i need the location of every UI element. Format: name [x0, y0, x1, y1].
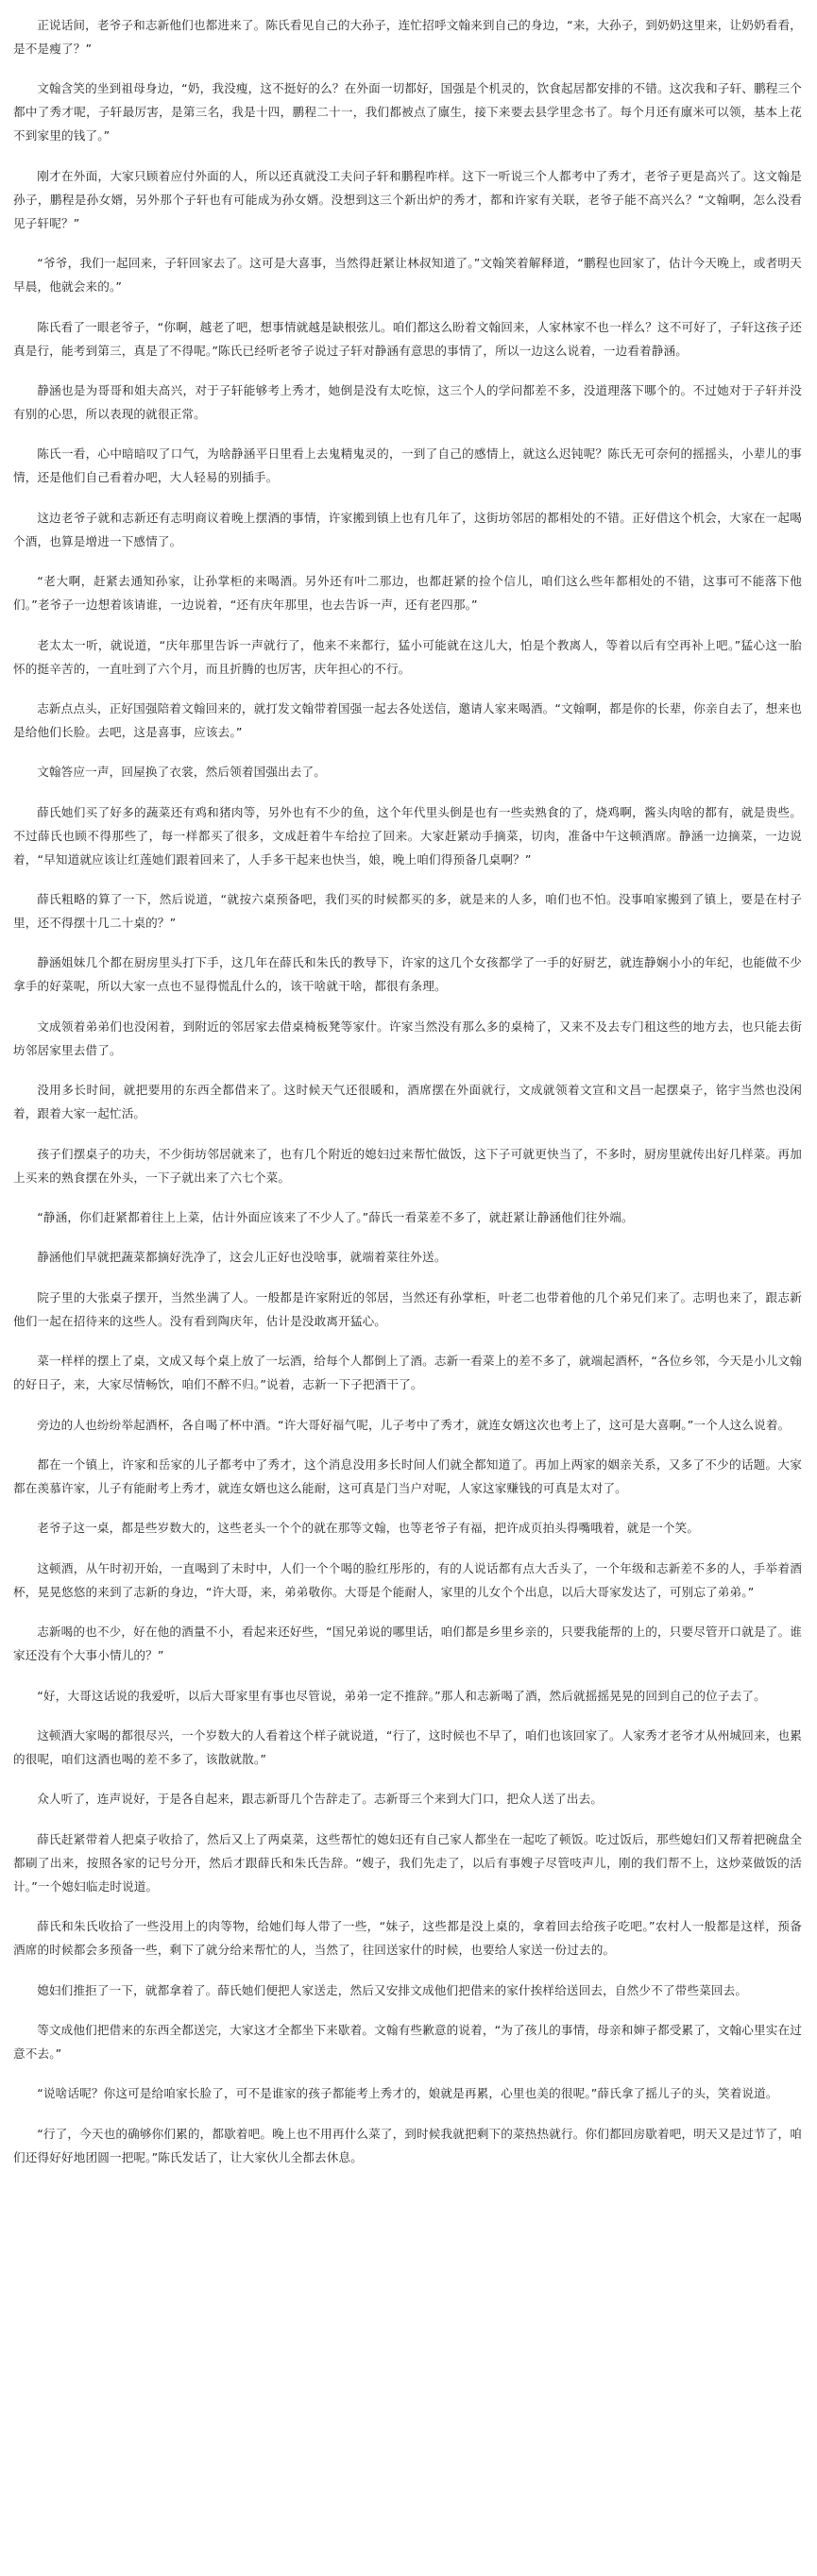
paragraph-36: “行了，今天也的确够你们累的，都歇着吧。晚上也不用再什么菜了，到时候我就把剩下的菜热热就行。你们都回房歇着吧，明天又是过节了，咱们还得好好地团圆一把呢。”陈氏发话了，让大家伙儿全都去休息。	[13, 2126, 802, 2164]
paragraph-18: 孩子们摆桌子的功夫，不少街坊邻居就来了，也有几个附近的媳妇过来帮忙做饭，这下子可就更快当了，不多时，厨房里就传出好几样菜。再加上买来的熟食摆在外头，一下子就出来了六七个菜。	[13, 1146, 802, 1185]
paragraph-5: 陈氏看了一眼老爷子，“你啊，越老了吧，想事情就越是缺根弦儿。咱们都这么盼着文翰回来，人家林家不也一样么？这不可好了，子轩这孩子还真是行，能考到第三，真是了不得呢。”陈氏已经听老爷子说过子轩对静涵有意思的事情了，所以一边这么说着，一边看着静涵。	[13, 319, 802, 358]
paragraph-29: 这顿酒大家喝的都很尽兴，一个岁数大的人看着这个样子就说道，“行了，这时候也不早了，咱们也该回家了。人家秀才老爷才从州城回来，也累的很呢，咱们这酒也喝的差不多了，该散就散。”	[13, 1727, 802, 1766]
paragraph-28: “好，大哥这话说的我爱听，以后大哥家里有事也尽管说，弟弟一定不推辞。”那人和志新喝了酒，然后就摇摇晃晃的回到自己的位子去了。	[37, 1688, 766, 1703]
paragraph-3: 刚才在外面，大家只顾着应付外面的人，所以还真就没工夫问子轩和鹏程咋样。这下一听说三个人都考中了秀才，老爷子更是高兴了。这文翰是孙子，鹏程是孙女婿，另外那个子轩也有可能成为孙女婿。没想到这三个新出炉的秀才，都和许家有关联，老爷子能不高兴么？“文翰啊，怎么没看见子轩呢？”	[13, 168, 802, 230]
paragraph-12: 文翰答应一声，回屋换了衣裳，然后领着国强出去了。	[37, 765, 327, 780]
paragraph-30: 众人听了，连声说好，于是各自起来，跟志新哥几个告辞走了。志新哥三个来到大门口，把众人送了出去。	[37, 1792, 604, 1807]
paragraph-14: 薛氏粗略的算了一下，然后说道，“就按六桌预备吧，我们买的时候都买的多，就是来的人多，咱们也不怕。没事咱家搬到了镇上，要是在村子里，还不得摆十几二十桌的？”	[13, 892, 802, 931]
paragraph-19: “静涵，你们赶紧都着往上上菜，估计外面应该来了不少人了。”薛氏一看菜差不多了，就赶紧让静涵他们往外端。	[37, 1210, 634, 1225]
paragraph-27: 志新喝的也不少，好在他的酒量不小，看起来还好些，“国兄弟说的哪里话，咱们都是乡里乡亲的，只要我能帮的上的，只要尽管开口就是了。谁家还没有个大事小情儿的？”	[13, 1625, 802, 1663]
paragraph-6: 静涵也是为哥哥和姐夫高兴，对于子轩能够考上秀才，她倒是没有太吃惊，这三个人的学问都差不多，没道理落下哪个的。不过她对于子轩并没有别的心思，所以表现的就很正常。	[13, 382, 802, 421]
paragraph-13: 薛氏她们买了好多的蔬菜还有鸡和猪肉等，另外也有不少的鱼，这个年代里头倒是也有一些卖熟食的了，烧鸡啊，酱头肉啥的都有，就是贵些。不过薛氏也顾不得那些了，每一样都买了很多，文成赶着牛车给拉了回来。大家赶紧动手摘菜，切肉，准备中午这顿酒席。静涵一边摘菜，一边说着，“早知道就应该让红莲她们跟着回来了，人手多干起来也快当，娘，晚上咱们得预备几桌啊？”	[13, 804, 802, 867]
paragraph-33: 媳妇们推拒了一下，就都拿着了。薛氏她们便把人家送走，然后又安排文成他们把借来的家什挨样给送回去，自然少不了带些菜回去。	[37, 1982, 748, 1997]
paragraph-22: 菜一样样的摆上了桌，文成又每个桌上放了一坛酒，给每个人都倒上了酒。志新一看菜上的差不多了，就端起酒杯，“各位乡邻，今天是小儿文翰的好日子，来，大家尽情畅饮，咱们不醉不归。”说着，志新一下子把酒干了。	[13, 1354, 802, 1392]
paragraph-32: 薛氏和朱氏收拾了一些没用上的肉等物，给她们每人带了一些，“妹子，这些都是没上桌的，拿着回去给孩子吃吧。”农村人一般都是这样，预备酒席的时候都会多预备一些，剩下了就分给来帮忙的人，当然了，往回送家什的时候，也要给人家送一份过去的。	[13, 1919, 802, 1958]
paragraph-4: “爷爷，我们一起回来，子轩回家去了。这可是大喜事，当然得赶紧让林叔知道了。”文翰笑着解释道，“鹏程也回家了，估计今天晚上，或者明天早晨，他就会来的。”	[13, 256, 802, 295]
paragraph-2: 文翰含笑的坐到祖母身边，“奶，我没瘦，这不挺好的么？在外面一切都好，国强是个机灵的，饮食起居都安排的不错。这次我和子轩、鹏程三个都中了秀才呢，子轩最厉害，是第三名，我是十四，鹏程二十一，我们都被点了廪生，接下来要去县学里念书了。每个月还有廪米可以领，基本上花不到家里的钱了。”	[13, 81, 802, 143]
article-body	[13, 13, 802, 2169]
paragraph-10: 老太太一听，就说道，“庆年那里告诉一声就行了，他来不来都行，猛小可能就在这儿大，怕是个教离人，等着以后有空再补上吧。”猛心这一胎怀的挺辛苦的，一直吐到了六个月，而且折腾的也厉害，庆年担心的不行。	[13, 637, 802, 676]
paragraph-1: 正说话间，老爷子和志新他们也都进来了。陈氏看见自己的大孙子，连忙招呼文翰来到自己的身边，“来，大孙子，到奶奶这里来，让奶奶看看，是不是瘦了？”	[13, 18, 802, 56]
paragraph-11: 志新点点头，正好国强陪着文翰回来的，就打发文翰带着国强一起去各处送信，邀请人家来喝酒。“文翰啊，都是你的长辈，你亲自去了，想来也是给他们长脸。去吧，这是喜事，应该去。”	[13, 700, 802, 739]
paragraph-23: 旁边的人也纷纷举起酒杯，各自喝了杯中酒。“许大哥好福气呢，儿子考中了秀才，就连女婿这次也考上了，这可是大喜啊。”一个人这么说着。	[37, 1417, 791, 1432]
paragraph-15: 静涵姐妹几个都在厨房里头打下手，这几年在薛氏和朱氏的教导下，许家的这几个女孩都学了一手的好厨艺，就连静娴小小的年纪，也能做不少拿手的好菜呢，所以大家一点也不显得慌乱什么的，该干啥就干啥，都很有条理。	[13, 955, 802, 994]
paragraph-21: 院子里的大张桌子摆开，当然坐满了人。一般都是许家附近的邻居，当然还有孙掌柜，叶老二也带着他的几个弟兄们来了。志明也来了，跟志新他们一起在招待来的这些人。没有看到陶庆年，估计是没敢离开猛心。	[13, 1289, 802, 1328]
paragraph-9: “老大啊，赶紧去通知孙家，让孙掌柜的来喝酒。另外还有叶二那边，也都赶紧的捡个信儿，咱们这么些年都相处的不错，这事可不能落下他们。”老爷子一边想着该请谁，一边说着，“还有庆年那里，也去告诉一声，还有老四那。”	[13, 574, 802, 613]
paragraph-35: “说啥话呢？你这可是给咱家长脸了，可不是谁家的孩子都能考上秀才的，娘就是再累，心里也美的很呢。”薛氏拿了摇儿子的头，笑着说道。	[37, 2086, 778, 2101]
paragraph-25: 老爷子这一桌，都是些岁数大的，这些老头一个个的就在那等文翰，也等老爷子有福，把许成页拍头得嘴哦着，就是一个笑。	[37, 1521, 700, 1536]
paragraph-31: 薛氏赶紧带着人把桌子收拾了，然后又上了两桌菜，这些帮忙的媳妇还有自己家人都坐在一起吃了顿饭。吃过饭后，那些媳妇们又帮着把碗盘全都刷了出来，按照各家的记号分开，然后才跟薛氏和朱氏告辞。“嫂子，我们先走了，以后有事嫂子尽管吱声儿，刚的我们帮不上，这炒菜做饭的活计。”一个媳妇临走时说道。	[13, 1831, 802, 1894]
paragraph-24: 都在一个镇上，许家和岳家的儿子都考中了秀才，这个消息没用多长时间人们就全都知道了。再加上两家的姻亲关系，又多了不少的话题。大家都在羡慕许家，儿子有能耐考上秀才，就连女婿也这么能耐，这可真是门当户对呢，人家这家赚钱的可真是太对了。	[13, 1456, 802, 1495]
paragraph-17: 没用多长时间，就把要用的东西全都借来了。这时候天气还很暖和，酒席摆在外面就行，文成就领着文宣和文昌一起摆桌子，铭宇当然也没闲着，跟着大家一起忙活。	[13, 1083, 802, 1121]
paragraph-8: 这边老爷子就和志新还有志明商议着晚上摆酒的事情，许家搬到镇上也有几年了，这街坊邻居的都相处的不错。正好借这个机会，大家在一起喝个酒，也算是增进一下感情了。	[13, 510, 802, 548]
paragraph-34: 等文成他们把借来的东西全都送完，大家这才全都坐下来歇着。文翰有些歉意的说着，“为了孩儿的事情，母亲和婶子都受累了，文翰心里实在过意不去。”	[13, 2022, 802, 2061]
paragraph-16: 文成领着弟弟们也没闲着，到附近的邻居家去借桌椅板凳等家什。许家当然没有那么多的桌椅了，又来不及去专门租这些的地方去，也只能去街坊邻居家里去借了。	[13, 1019, 802, 1057]
paragraph-7: 陈氏一看，心中暗暗叹了口气，为啥静涵平日里看上去鬼精鬼灵的，一到了自己的感情上，就这么迟钝呢？陈氏无可奈何的摇摇头，小辈儿的事情，还是他们自己看着办吧，大人轻易的别插手。	[13, 446, 802, 485]
paragraph-26: 这顿酒，从午时初开始，一直喝到了未时中，人们一个个喝的脸红彤彤的，有的人说话都有点大舌头了，一个年级和志新差不多的人，手举着酒杯，晃晃悠悠的来到了志新的身边，“许大哥，来，弟弟敬你。大哥是个能耐人，家里的儿女个个出息，以后大哥家发达了，可别忘了弟弟。”	[13, 1560, 802, 1599]
paragraph-20: 静涵他们早就把蔬菜都摘好洗净了，这会儿正好也没啥事，就端着菜往外送。	[37, 1250, 447, 1265]
